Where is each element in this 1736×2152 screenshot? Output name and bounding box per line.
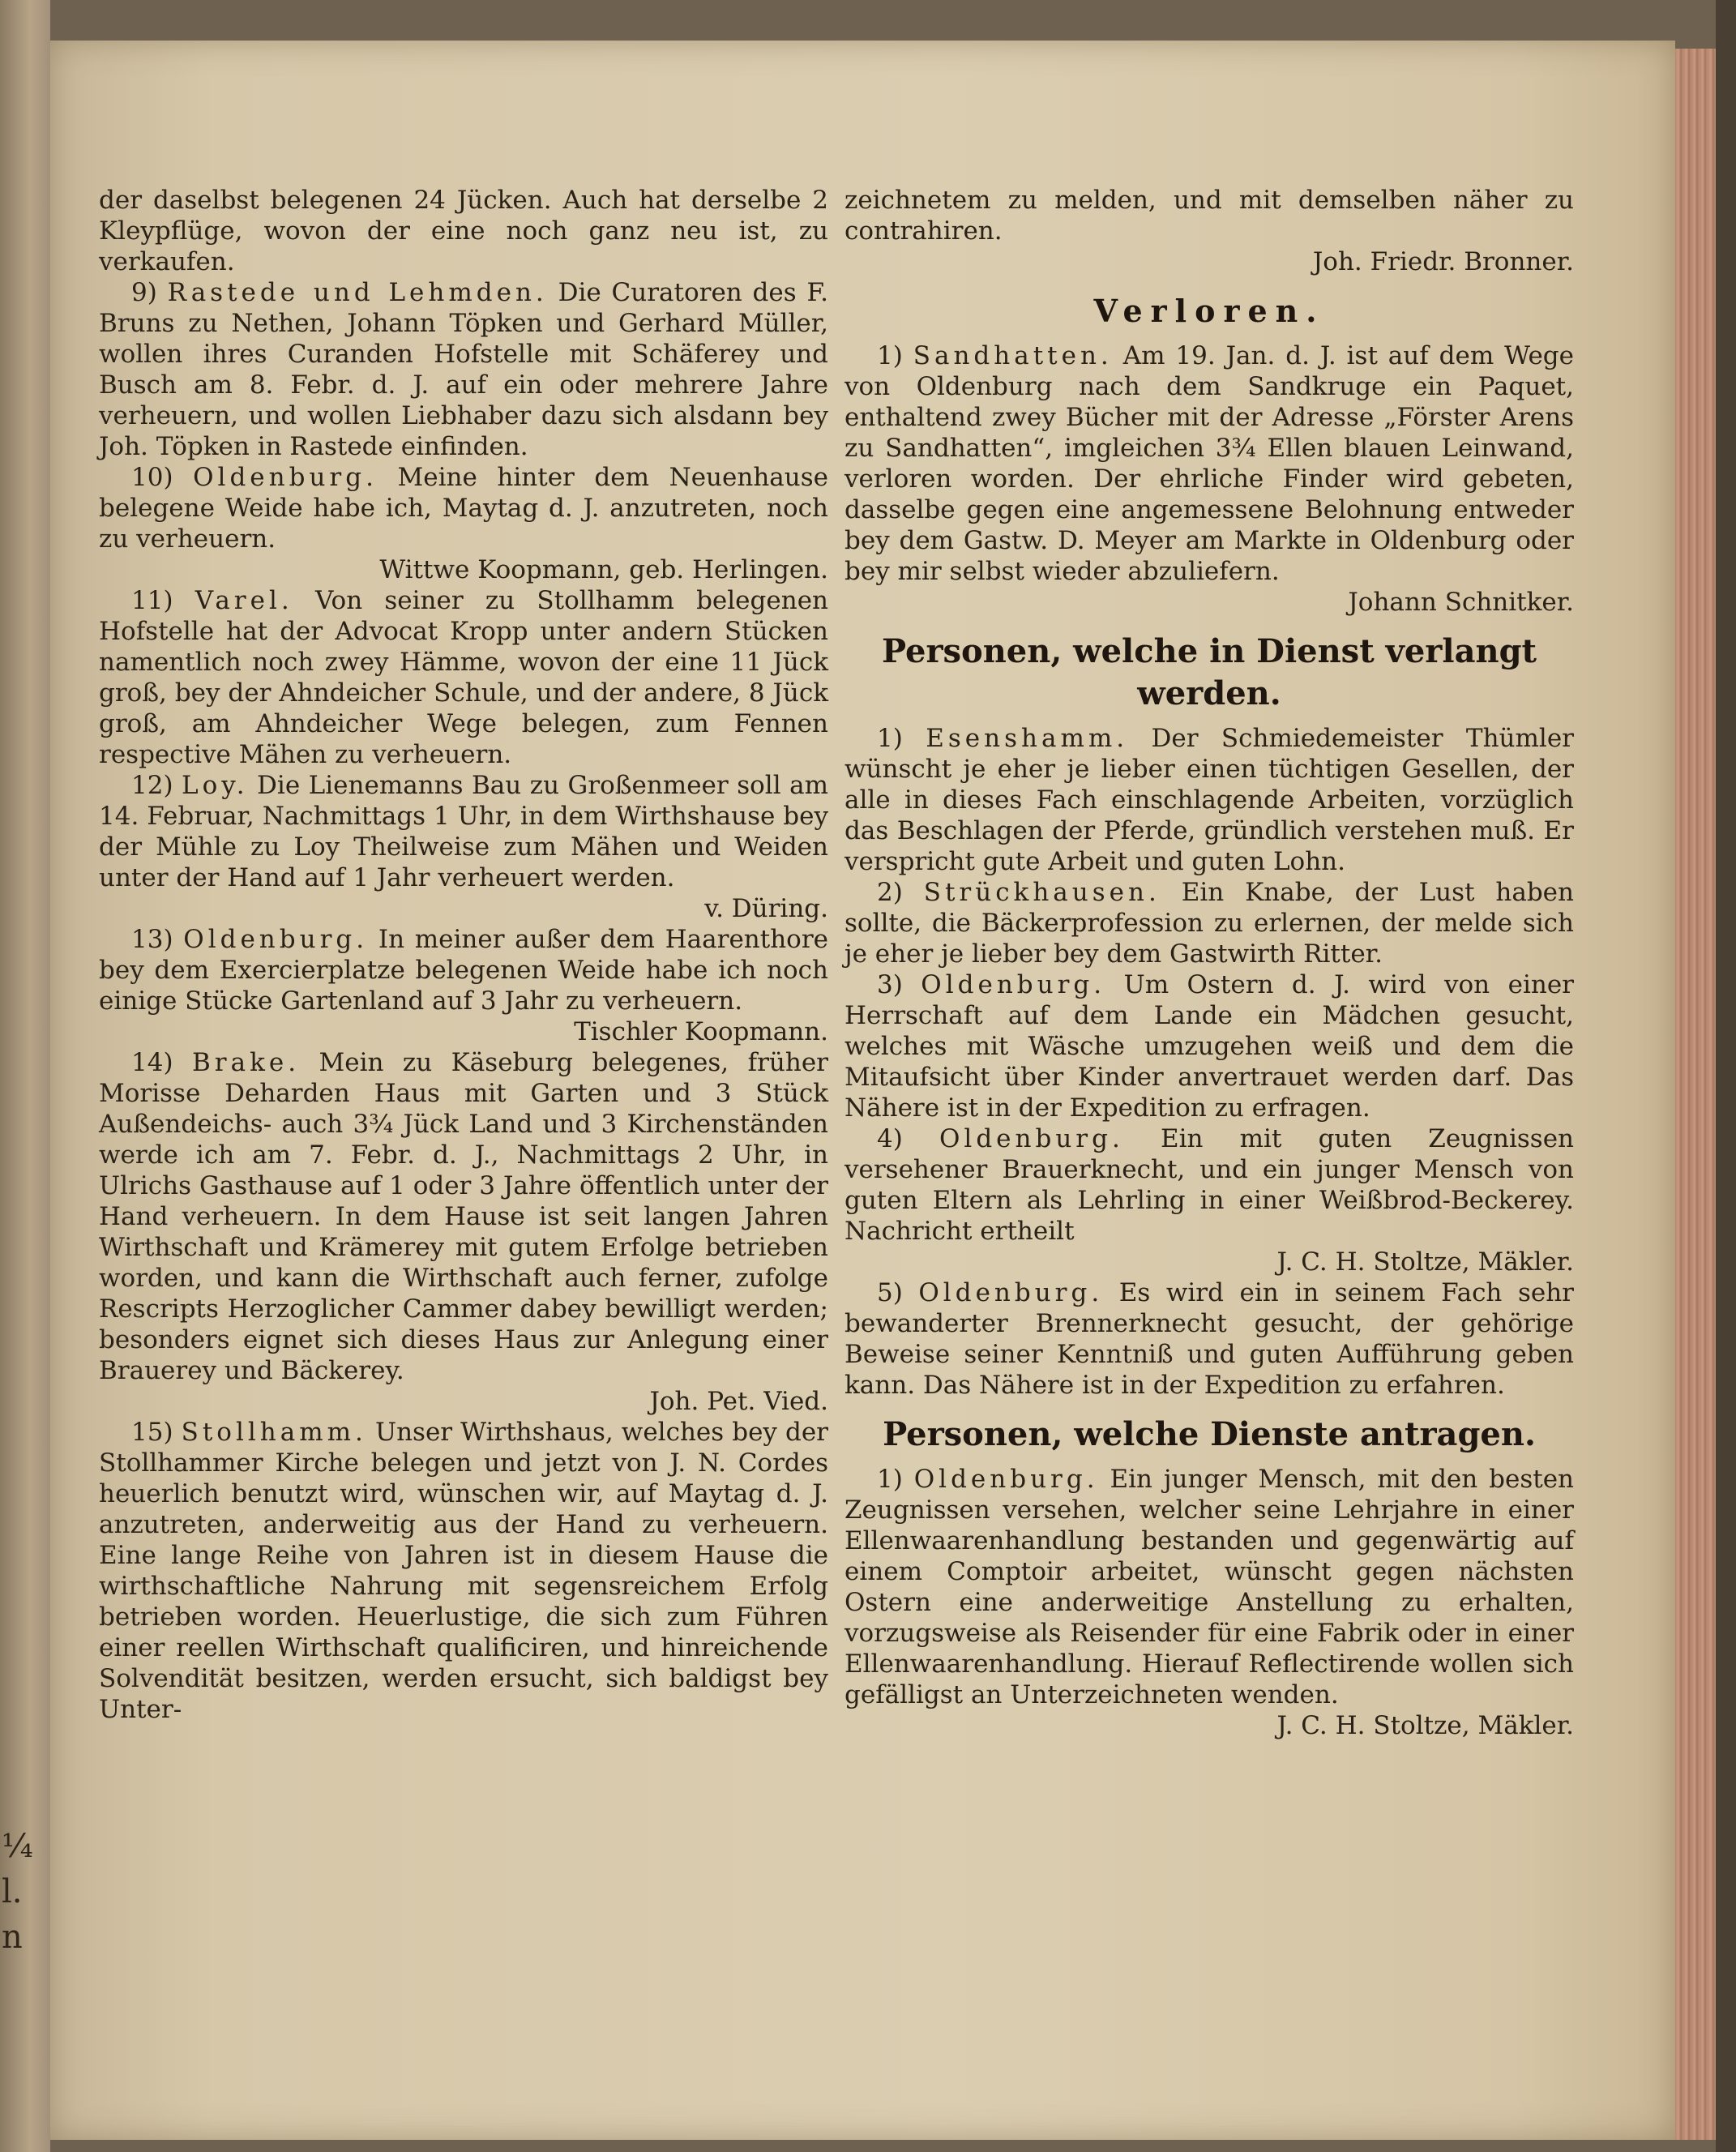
entry-text	[99, 770, 828, 893]
signature: Joh. Pet. Vied.	[649, 1387, 828, 1416]
entry-body: der daselbst belegenen 24 Jücken. Auch hat derselbe 2 Kleypflüge, wovon der eine noch ganz neu ist, zu verkaufen.	[99, 186, 828, 276]
entry-place: Loy.	[182, 771, 249, 800]
entry-text	[844, 1277, 1574, 1401]
entry-text	[99, 924, 828, 1016]
entry-place: Esenshamm.	[926, 724, 1129, 753]
fragment: ¼	[2, 1828, 33, 1865]
entry-text	[844, 1123, 1574, 1247]
entry-number: 12)	[131, 771, 173, 800]
entry-number: 1)	[877, 724, 903, 753]
entry-number: 4)	[877, 1124, 903, 1153]
entry-place: Strückhausen.	[923, 878, 1161, 907]
entry-text	[99, 462, 828, 554]
signature: J. C. H. Stoltze, Mäkler.	[1276, 1711, 1574, 1740]
entry-place: Oldenburg.	[193, 463, 378, 492]
entry-body: Von seiner zu Stollhamm belegenen Hofstelle hat der Advocat Kropp unter andern Stücken namentlich noch zwey Hämme, wovon der eine 11 Jück groß, bey der Ahndeicher Schule, und der andere, 8 Jück groß, am Ahndeicher Wege belegen, zum Fennen respective Mähen zu verheuern.	[99, 586, 828, 769]
signature: Wittwe Koopmann, geb. Herlingen.	[379, 555, 828, 584]
entry-text	[844, 969, 1574, 1123]
entry-place: Rastede und Lehmden.	[167, 278, 548, 307]
entry-body: Am 19. Jan. d. J. ist auf dem Wege von Oldenburg nach dem Sandkruge ein Paquet, enthaltend zwey Bücher mit der Adresse „Förster Arens zu Sandhatten“, imgleichen 3¾ Ellen blauen Leinwand, verloren worden. Der ehrliche Finder wird gebeten, dasselbe gegen eine angemessene Belohnung entweder bey dem Gastw. D. Meyer am Markte in Oldenburg oder bey mir selbst wieder abzuliefern.	[844, 341, 1574, 586]
entry-number: 13)	[131, 925, 173, 954]
fragment: n	[2, 1919, 23, 1956]
entry-place: Brake.	[191, 1048, 301, 1077]
entry-body: Der Schmiedemeister Thümler wünscht je eher je lieber einen tüchtigen Gesellen, der alle in dieses Fach einschlagende Arbeiten, vorzüglich das Beschlagen der Pferde, gründlich verstehen muß. Er verspricht gute Arbeit und guten Lohn.	[844, 724, 1574, 876]
entry-place: Oldenburg.	[939, 1124, 1124, 1153]
entry-body: Es wird ein in seinem Fach sehr bewanderter Brennerknecht gesucht, der gehörige Beweise seiner Kenntniß und guten Aufführung geben kann. Das Nähere ist in der Expedition zu erfahren.	[844, 1278, 1574, 1400]
entry-text	[844, 877, 1574, 969]
entry-number: 3)	[877, 970, 903, 999]
entry-place: Sandhatten.	[913, 341, 1113, 370]
entry-place: Oldenburg.	[183, 925, 369, 954]
newspaper-page	[50, 41, 1675, 2140]
background-shadow	[1716, 0, 1736, 2152]
continuation-text: zeichnetem zu melden, und mit demselben näher zu contrahiren.	[844, 186, 1574, 246]
section-heading: Personen, welche Dienste antragen.	[883, 1415, 1536, 1453]
entry-text	[99, 1047, 828, 1386]
entry-place: Oldenburg.	[921, 970, 1106, 999]
signature: v. Düring.	[704, 894, 828, 923]
entry-text	[844, 723, 1574, 877]
entry-body: Ein junger Mensch, mit den besten Zeugnissen versehen, welcher seine Lehrjahre in einer Ellenwaarenhandlung bestanden und gegenwärtig auf einem Comptoir arbeitet, wünscht gegen nächsten Ostern eine anderweitige Anstellung zu erhalten, vorzugsweise als Reisender für eine Fabrik oder in einer Ellenwaarenhandlung. Hierauf Reflectirende wollen sich gefälligst an Unterzeichneten wenden.	[844, 1465, 1575, 1709]
entry-body: Mein zu Käseburg belegenes, früher Morisse Deharden Haus mit Garten und 3 Stück Außendeichs- auch 3¾ Jück Land und 3 Kirchenständen werde ich am 7. Febr. d. J., Nachmittags 2 Uhr, in Ulrichs Gasthause auf 1 oder 3 Jahre öffentlich unter der Hand verheuern. In dem Hause ist seit langen Jahren Wirthschaft und Krämerey mit gutem Erfolge betrieben worden, und kann die Wirthschaft auch ferner, zufolge Rescripts Herzoglicher Cammer dabey bewilligt werden; besonders eignet sich dieses Haus zur Anlegung einer Brauerey und Bäckerey.	[99, 1048, 828, 1385]
right-column	[844, 185, 1574, 1741]
signature: Joh. Friedr. Bronner.	[1312, 247, 1574, 276]
entry-place: Varel.	[195, 586, 293, 615]
entry-text	[99, 185, 828, 277]
adjacent-page-fragments	[2, 1824, 42, 1960]
entry-text	[99, 277, 828, 462]
entry-body: Ein mit guten Zeugnissen versehener Brauerknecht, und ein junger Mensch von guten Eltern als Lehrling in einer Weißbrod-Beckerey. Nachricht ertheilt	[844, 1124, 1575, 1246]
entry-body: In meiner außer dem Haarenthore bey dem Exercierplatze belegenen Weide habe ich noch einige Stücke Gartenland auf 3 Jahr zu verheuern.	[99, 925, 829, 1016]
entry-text	[99, 585, 828, 770]
entry-text	[844, 1464, 1574, 1710]
signature: Tischler Koopmann.	[574, 1017, 828, 1046]
adjacent-page-edge	[0, 0, 50, 2152]
entry-number: 10)	[131, 463, 173, 492]
entry-number: 1)	[877, 341, 903, 370]
signature: J. C. H. Stoltze, Mäkler.	[1276, 1247, 1574, 1277]
entry-place: Stollhamm.	[181, 1418, 367, 1447]
entry-place: Oldenburg.	[913, 1465, 1099, 1494]
section-heading: Verloren.	[1093, 293, 1325, 329]
section-heading: Personen, welche in Dienst verlangt werden.	[881, 632, 1537, 712]
entry-text	[844, 340, 1574, 587]
entry-number: 15)	[131, 1418, 173, 1447]
entry-number: 1)	[877, 1465, 903, 1494]
entry-body: Um Ostern d. J. wird von einer Herrschaft auf dem Lande ein Mädchen gesucht, welches mit Wäsche umzugehen weiß und dem die Mitaufsicht über Kinder anvertrauet werden darf. Das Nähere ist in der Expedition zu erfragen.	[844, 970, 1574, 1123]
left-column	[99, 185, 828, 1725]
book-fore-edge	[1675, 49, 1716, 2140]
entry-body: Die Curatoren des F. Bruns zu Nethen, Johann Töpken und Gerhard Müller, wollen ihres Curanden Hofstelle mit Schäferey und Busch am 8. Febr. d. J. auf ein oder mehrere Jahre verheuern, und wollen Liebhaber dazu sich alsdann bey Joh. Töpken in Rastede einfinden.	[99, 278, 828, 461]
entry-number: 5)	[877, 1278, 903, 1307]
entry-body: Die Lienemanns Bau zu Großenmeer soll am 14. Februar, Nachmittags 1 Uhr, in dem Wirthshause bey der Mühle zu Loy Theilweise zum Mähen und Weiden unter der Hand auf 1 Jahr verheuert werden.	[99, 771, 828, 892]
entry-body: Ein Knabe, der Lust haben sollte, die Bäckerprofession zu erlernen, der melde sich je eher je lieber bey dem Gastwirth Ritter.	[844, 878, 1574, 969]
right-sections	[844, 290, 1574, 1741]
entry-place: Oldenburg.	[918, 1278, 1104, 1307]
entry-number: 2)	[877, 878, 903, 907]
entry-body: Meine hinter dem Neuenhause belegene Weide habe ich, Maytag d. J. anzutreten, noch zu verheuern.	[99, 463, 829, 554]
fragment: l.	[2, 1873, 23, 1910]
entry-number: 14)	[131, 1048, 173, 1077]
entry-number: 9)	[131, 278, 157, 307]
signature: Johann Schnitker.	[1348, 588, 1574, 617]
entry-number: 11)	[131, 586, 173, 615]
entry-text	[99, 1417, 828, 1725]
entry-body: Unser Wirthshaus, welches bey der Stollhammer Kirche belegen und jetzt von J. N. Cordes heuerlich benutzt wird, wünschen wir, auf Maytag d. J. anzutreten, anderweitig aus der Hand zu verheuern. Eine lange Reihe von Jahren ist in diesem Hause die wirthschaftliche Nahrung mit segensreichem Erfolg betrieben worden. Heuerlustige, die sich zum Führen einer reellen Wirthschaft qualificiren, und hinreichende Solvendität besitzen, werden ersucht, sich baldigst bey Unter-	[99, 1418, 828, 1724]
